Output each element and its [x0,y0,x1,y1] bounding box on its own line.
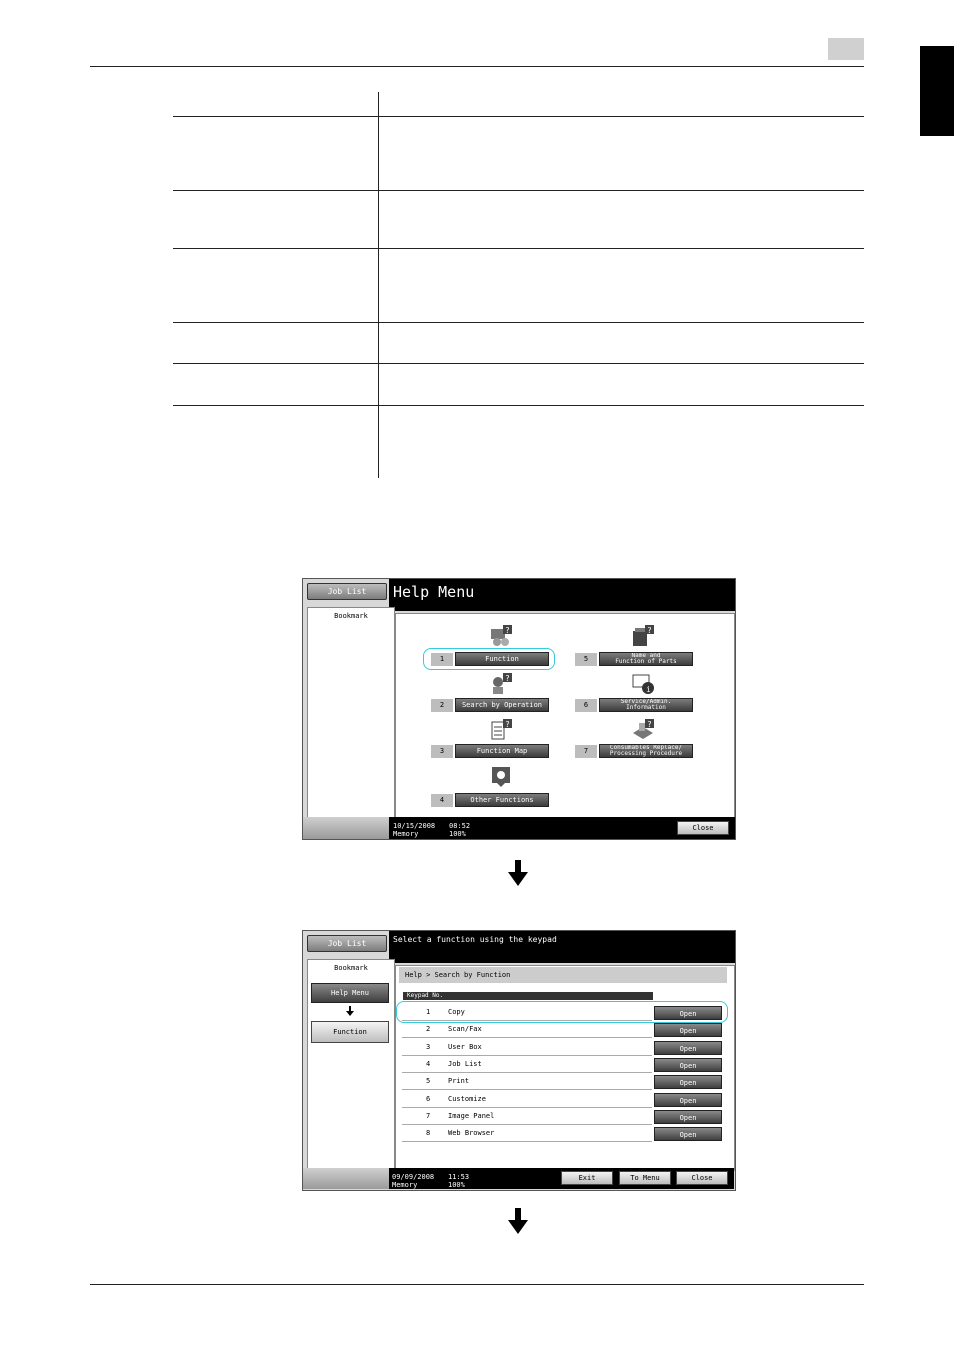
bookmark-arrow-icon [345,1006,355,1016]
machine-parts-icon [631,625,655,647]
list-item[interactable]: 7 Image Panel [402,1108,652,1125]
header-rule [90,66,864,67]
bookmark-panel [307,607,395,818]
menu-num-5: 5 [575,653,597,666]
list-item[interactable]: 2 Scan/Fax [402,1021,652,1038]
list-item[interactable]: 3 User Box [402,1039,652,1056]
open-button[interactable]: Open [654,1023,722,1037]
title-bar [389,579,735,611]
list-item[interactable]: 1 Copy [402,1004,652,1021]
svg-text:?: ? [647,720,652,729]
help-menu-screen [302,578,736,840]
close-button[interactable]: Close [676,1171,728,1185]
title-bar [389,931,735,963]
status-left [303,1168,389,1189]
function-map-icon [489,719,513,741]
svg-text:i: i [646,685,651,694]
menu-num-6: 6 [575,699,597,712]
function-map-button[interactable]: Function Map [455,744,549,758]
page-number-tab [828,38,864,60]
other-functions-icon [489,765,513,787]
keypad-header-label: Keypad No. [407,992,444,999]
status-left [303,817,389,839]
status-date: 10/15/2008 [393,822,436,830]
status-bar [389,817,735,839]
bookmark-help-menu-button[interactable]: Help Menu [311,983,389,1003]
function-icon [489,625,513,647]
close-button[interactable]: Close [677,821,729,835]
status-memory: Memory [393,830,419,838]
function-button[interactable]: Function [455,652,549,666]
status-bar [389,1168,734,1189]
menu-num-2: 2 [431,699,453,712]
help-menu-content [395,613,735,819]
open-button[interactable]: Open [654,1093,722,1107]
status-time: 08:52 [449,822,471,830]
list-item[interactable]: 6 Customize [402,1091,652,1108]
list-item[interactable]: 5 Print [402,1073,652,1090]
consumables-icon [631,719,655,741]
menu-num-4: 4 [431,794,453,807]
other-functions-button[interactable]: Other Functions [455,793,549,807]
svg-text:?: ? [505,674,510,683]
screen-title: Help Menu [393,583,475,601]
chapter-tab [920,46,954,136]
status-date: 09/09/2008 [392,1173,435,1181]
open-button[interactable]: Open [654,1006,722,1020]
svg-text:?: ? [647,626,652,635]
consumables-button[interactable]: Consumables Replace/ Processing Procedure [599,744,693,758]
bookmark-function-button[interactable]: Function [311,1021,389,1043]
exit-button[interactable]: Exit [561,1171,613,1185]
status-memory: Memory [392,1181,418,1189]
open-button[interactable]: Open [654,1110,722,1124]
bookmark-label: Bookmark [334,964,368,972]
service-info-icon [631,673,655,695]
function-highlight [423,648,555,670]
open-button[interactable]: Open [654,1058,722,1072]
job-list-button[interactable]: Job List [307,583,387,600]
service-admin-info-button[interactable]: Service/Admin. Information [599,698,693,712]
status-memory-value: 100% [448,1181,465,1189]
bookmark-label: Bookmark [334,612,368,620]
open-button[interactable]: Open [654,1041,722,1055]
keypad-header [403,992,653,1000]
open-button[interactable]: Open [654,1127,722,1141]
down-arrow-icon [508,860,528,886]
svg-text:?: ? [505,626,510,635]
copy-row-highlight [396,1001,728,1023]
status-time: 11:53 [448,1173,470,1181]
job-list-button[interactable]: Job List [307,935,387,952]
footer-rule [90,1284,864,1285]
down-arrow-icon [508,1208,528,1234]
menu-num-3: 3 [431,745,453,758]
breadcrumb-text: Help > Search by Function [405,971,511,979]
breadcrumb [399,967,727,983]
to-menu-button[interactable]: To Menu [619,1171,671,1185]
menu-num-7: 7 [575,745,597,758]
screen-title: Select a function using the keypad [393,935,557,944]
search-by-operation-button[interactable]: Search by Operation [455,698,549,712]
status-memory-value: 100% [449,830,466,838]
open-button[interactable]: Open [654,1075,722,1089]
list-item[interactable]: 8 Web Browser [402,1125,652,1142]
search-operation-icon [489,673,513,695]
name-function-parts-button[interactable]: Name and Function of Parts [599,652,693,666]
list-item[interactable]: 4 Job List [402,1056,652,1073]
svg-text:?: ? [505,720,510,729]
menu-num-1: 1 [431,653,453,666]
